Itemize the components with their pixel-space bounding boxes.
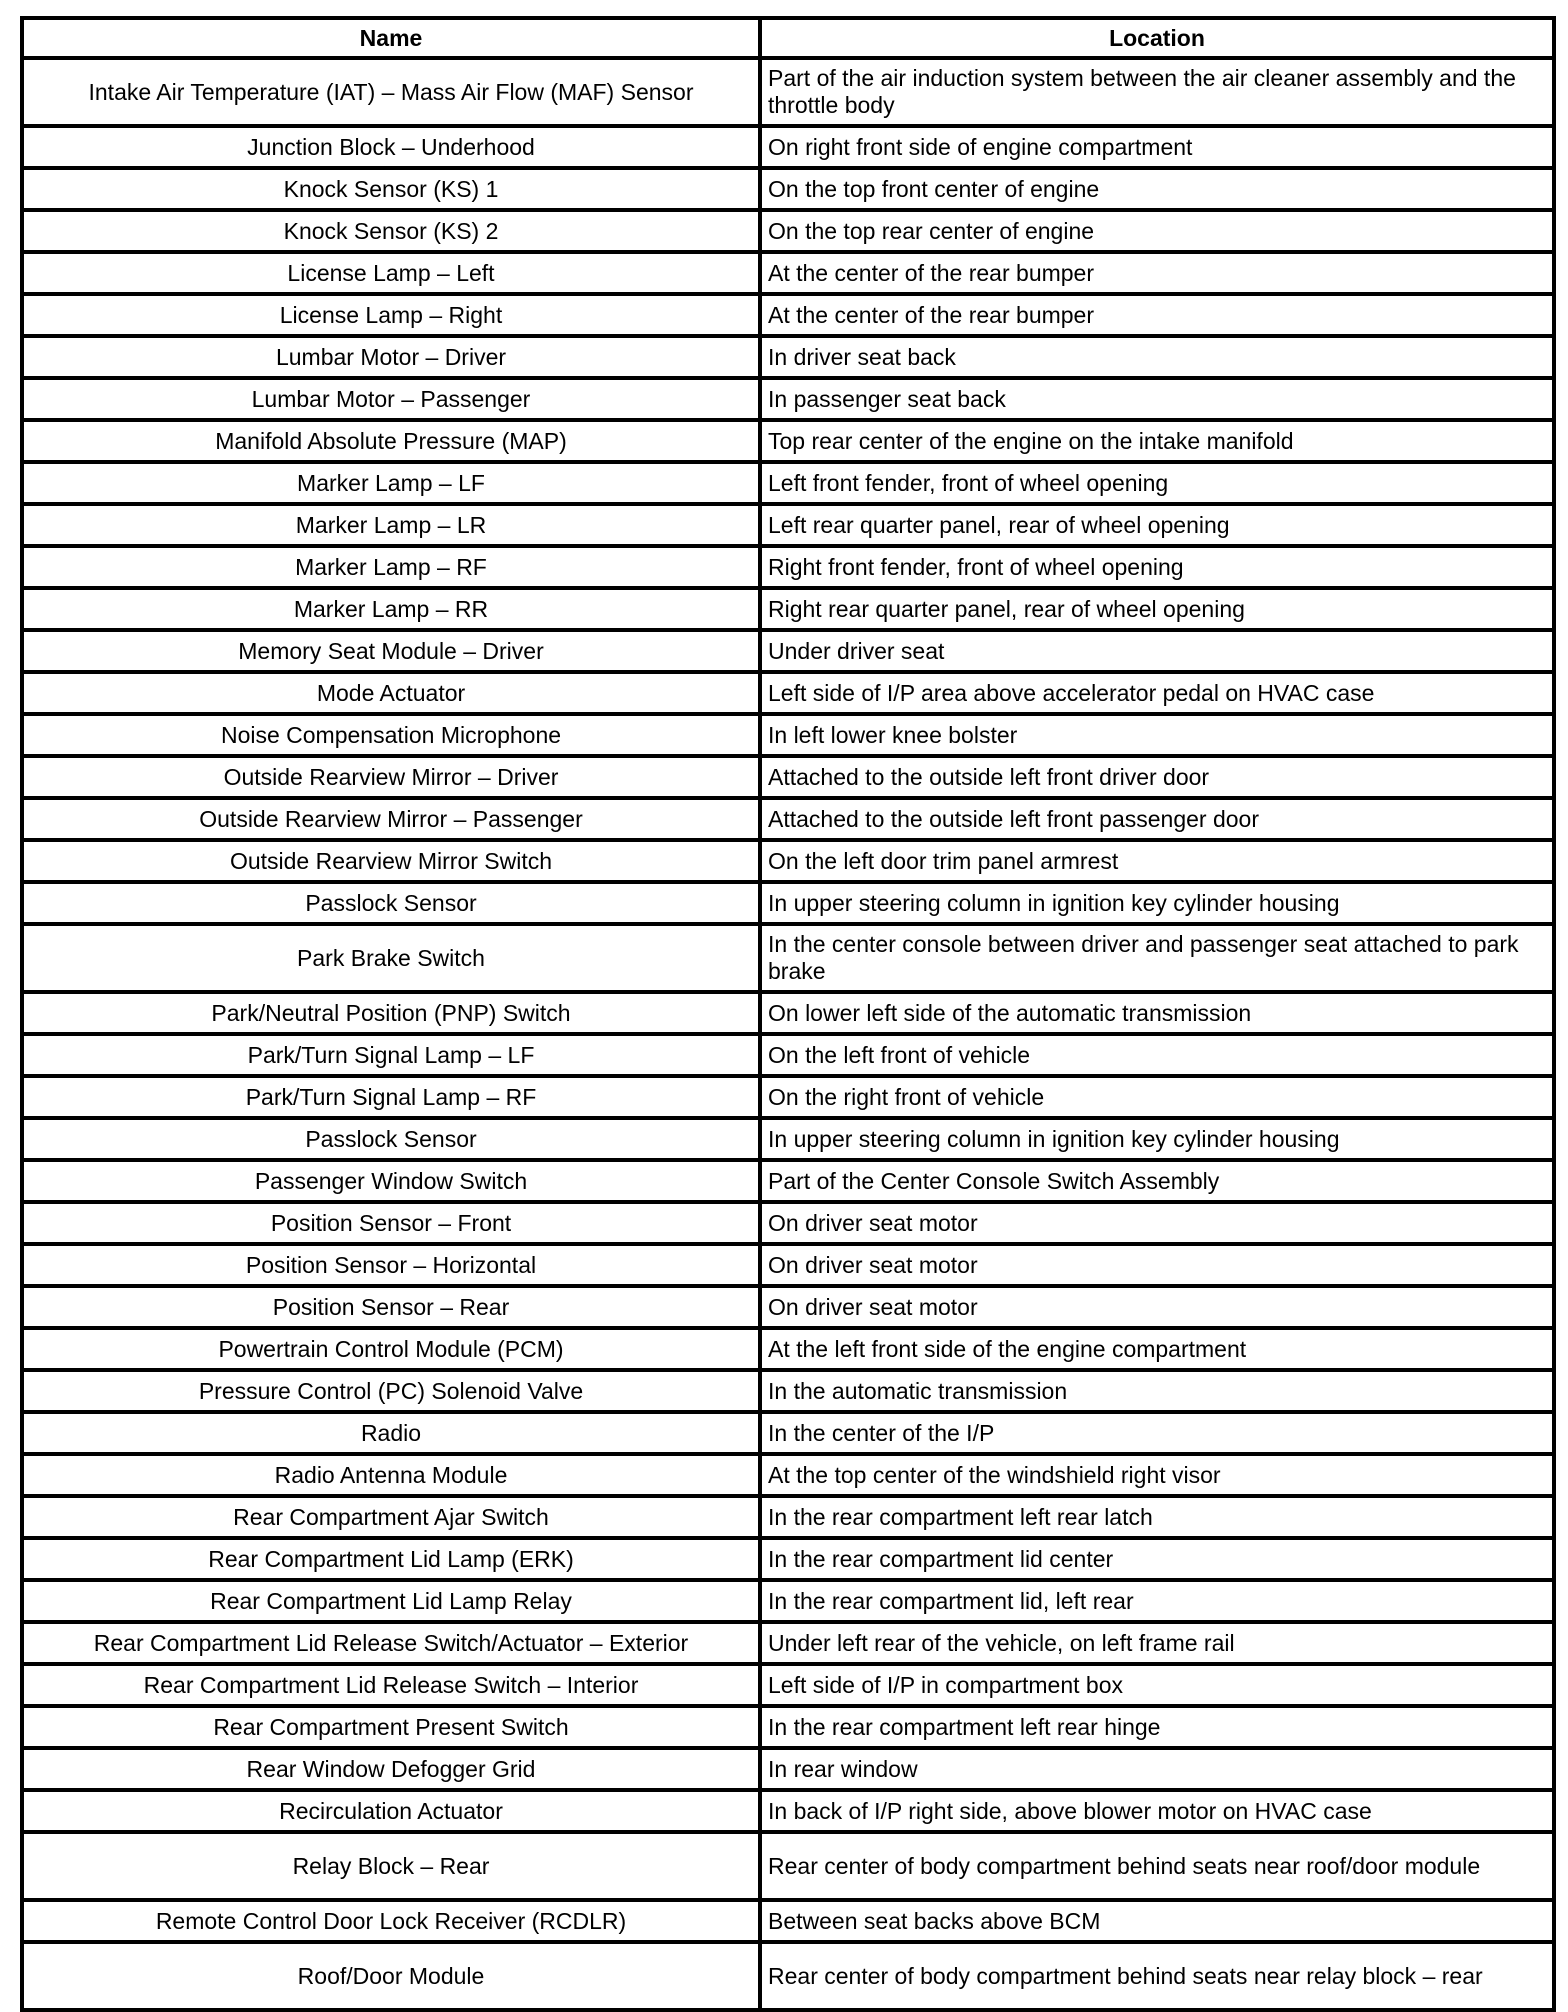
table-row: [22, 882, 1554, 924]
component-location-cell: Part of the Center Console Switch Assembly: [760, 1160, 1554, 1202]
component-name-cell: Lumbar Motor – Driver: [22, 336, 760, 378]
table-row: [22, 462, 1554, 504]
component-location-cell: At the left front side of the engine compartment: [760, 1328, 1554, 1370]
component-name-cell: Lumbar Motor – Passenger: [22, 378, 760, 420]
component-location-cell: On lower left side of the automatic transmission: [760, 992, 1554, 1034]
table-row: [22, 1900, 1554, 1942]
component-location-cell: On the top rear center of engine: [760, 210, 1554, 252]
table-row: [22, 1454, 1554, 1496]
component-location-cell: Left side of I/P in compartment box: [760, 1664, 1554, 1706]
component-location-cell: On the left front of vehicle: [760, 1034, 1554, 1076]
component-name-cell: Recirculation Actuator: [22, 1790, 760, 1832]
component-location-cell: In the center console between driver and passenger seat attached to park brake: [760, 924, 1554, 992]
component-name-cell: Park Brake Switch: [22, 924, 760, 992]
component-name-cell: Knock Sensor (KS) 1: [22, 168, 760, 210]
component-location-cell: On the right front of vehicle: [760, 1076, 1554, 1118]
component-name-cell: Rear Compartment Lid Lamp Relay: [22, 1580, 760, 1622]
component-name-cell: Rear Window Defogger Grid: [22, 1748, 760, 1790]
component-name-cell: Pressure Control (PC) Solenoid Valve: [22, 1370, 760, 1412]
table-row: [22, 714, 1554, 756]
component-name-cell: Position Sensor – Front: [22, 1202, 760, 1244]
component-name-cell: Rear Compartment Present Switch: [22, 1706, 760, 1748]
component-location-cell: Between seat backs above BCM: [760, 1900, 1554, 1942]
name-column-header: Name: [22, 18, 760, 58]
component-location-cell: In left lower knee bolster: [760, 714, 1554, 756]
component-location-cell: Attached to the outside left front passenger door: [760, 798, 1554, 840]
table-body: [22, 58, 1554, 2010]
component-name-cell: Radio Antenna Module: [22, 1454, 760, 1496]
table-row: [22, 336, 1554, 378]
component-location-cell: At the center of the rear bumper: [760, 252, 1554, 294]
component-name-cell: License Lamp – Right: [22, 294, 760, 336]
component-location-cell: On the left door trim panel armrest: [760, 840, 1554, 882]
component-name-cell: Memory Seat Module – Driver: [22, 630, 760, 672]
component-location-cell: Top rear center of the engine on the intake manifold: [760, 420, 1554, 462]
component-location-cell: At the center of the rear bumper: [760, 294, 1554, 336]
component-location-table: [20, 16, 1556, 2012]
component-name-cell: Powertrain Control Module (PCM): [22, 1328, 760, 1370]
table-row: [22, 1076, 1554, 1118]
component-location-cell: Under driver seat: [760, 630, 1554, 672]
component-location-cell: Attached to the outside left front driver door: [760, 756, 1554, 798]
table-row: [22, 798, 1554, 840]
table-row: [22, 1538, 1554, 1580]
component-location-cell: In passenger seat back: [760, 378, 1554, 420]
component-location-cell: In the rear compartment lid, left rear: [760, 1580, 1554, 1622]
table-row: [22, 1286, 1554, 1328]
component-name-cell: Remote Control Door Lock Receiver (RCDLR): [22, 1900, 760, 1942]
component-name-cell: Passlock Sensor: [22, 1118, 760, 1160]
component-name-cell: Outside Rearview Mirror – Passenger: [22, 798, 760, 840]
component-name-cell: License Lamp – Left: [22, 252, 760, 294]
component-location-cell: Left front fender, front of wheel opening: [760, 462, 1554, 504]
component-location-cell: In upper steering column in ignition key cylinder housing: [760, 1118, 1554, 1160]
table-row: [22, 1748, 1554, 1790]
table-row: [22, 504, 1554, 546]
table-row: [22, 924, 1554, 992]
component-location-cell: At the top center of the windshield right visor: [760, 1454, 1554, 1496]
table-row: [22, 378, 1554, 420]
component-location-cell: In the center of the I/P: [760, 1412, 1554, 1454]
component-location-cell: On driver seat motor: [760, 1286, 1554, 1328]
table-row: [22, 168, 1554, 210]
location-column-header: Location: [760, 18, 1554, 58]
table-row: [22, 1118, 1554, 1160]
table-row: [22, 1160, 1554, 1202]
table-row: [22, 1832, 1554, 1900]
component-location-cell: On the top front center of engine: [760, 168, 1554, 210]
table-row: [22, 546, 1554, 588]
component-location-cell: In the rear compartment lid center: [760, 1538, 1554, 1580]
component-name-cell: Rear Compartment Lid Release Switch/Actuator – Exterior: [22, 1622, 760, 1664]
table-row: [22, 210, 1554, 252]
component-name-cell: Noise Compensation Microphone: [22, 714, 760, 756]
component-location-cell: Rear center of body compartment behind seats near relay block – rear: [760, 1942, 1554, 2010]
component-name-cell: Marker Lamp – LF: [22, 462, 760, 504]
component-location-cell: In driver seat back: [760, 336, 1554, 378]
table-header-row: [22, 18, 1554, 58]
table-row: [22, 1202, 1554, 1244]
component-name-cell: Rear Compartment Ajar Switch: [22, 1496, 760, 1538]
component-location-cell: In the rear compartment left rear hinge: [760, 1706, 1554, 1748]
table-row: [22, 420, 1554, 462]
table-row: [22, 630, 1554, 672]
component-name-cell: Mode Actuator: [22, 672, 760, 714]
component-name-cell: Position Sensor – Rear: [22, 1286, 760, 1328]
table-row: [22, 1706, 1554, 1748]
component-name-cell: Knock Sensor (KS) 2: [22, 210, 760, 252]
table-row: [22, 1412, 1554, 1454]
table-row: [22, 1580, 1554, 1622]
component-location-cell: Left rear quarter panel, rear of wheel opening: [760, 504, 1554, 546]
component-location-cell: In upper steering column in ignition key cylinder housing: [760, 882, 1554, 924]
component-name-cell: Marker Lamp – LR: [22, 504, 760, 546]
component-name-cell: Passenger Window Switch: [22, 1160, 760, 1202]
component-location-cell: In the automatic transmission: [760, 1370, 1554, 1412]
table-row: [22, 1244, 1554, 1286]
component-location-cell: On right front side of engine compartment: [760, 126, 1554, 168]
component-name-cell: Rear Compartment Lid Lamp (ERK): [22, 1538, 760, 1580]
table-row: [22, 672, 1554, 714]
table-row: [22, 1790, 1554, 1832]
table-row: [22, 1496, 1554, 1538]
component-location-cell: On driver seat motor: [760, 1202, 1554, 1244]
component-name-cell: Intake Air Temperature (IAT) – Mass Air Flow (MAF) Sensor: [22, 58, 760, 126]
component-name-cell: Roof/Door Module: [22, 1942, 760, 2010]
component-location-cell: In the rear compartment left rear latch: [760, 1496, 1554, 1538]
component-location-cell: Part of the air induction system between the air cleaner assembly and the throttle body: [760, 58, 1554, 126]
component-location-cell: In rear window: [760, 1748, 1554, 1790]
table-row: [22, 1622, 1554, 1664]
component-location-cell: On driver seat motor: [760, 1244, 1554, 1286]
table-row: [22, 294, 1554, 336]
component-location-cell: Right front fender, front of wheel opening: [760, 546, 1554, 588]
component-location-cell: In back of I/P right side, above blower motor on HVAC case: [760, 1790, 1554, 1832]
table-row: [22, 1664, 1554, 1706]
component-name-cell: Rear Compartment Lid Release Switch – Interior: [22, 1664, 760, 1706]
table-row: [22, 126, 1554, 168]
table-row: [22, 252, 1554, 294]
component-location-cell: Under left rear of the vehicle, on left frame rail: [760, 1622, 1554, 1664]
component-name-cell: Radio: [22, 1412, 760, 1454]
component-location-cell: Left side of I/P area above accelerator pedal on HVAC case: [760, 672, 1554, 714]
table-row: [22, 840, 1554, 882]
component-name-cell: Position Sensor – Horizontal: [22, 1244, 760, 1286]
table-row: [22, 58, 1554, 126]
table-row: [22, 588, 1554, 630]
component-location-cell: Rear center of body compartment behind seats near roof/door module: [760, 1832, 1554, 1900]
component-name-cell: Park/Turn Signal Lamp – RF: [22, 1076, 760, 1118]
component-name-cell: Relay Block – Rear: [22, 1832, 760, 1900]
component-name-cell: Outside Rearview Mirror – Driver: [22, 756, 760, 798]
component-name-cell: Marker Lamp – RF: [22, 546, 760, 588]
table-row: [22, 1034, 1554, 1076]
component-name-cell: Outside Rearview Mirror Switch: [22, 840, 760, 882]
component-name-cell: Junction Block – Underhood: [22, 126, 760, 168]
table-row: [22, 756, 1554, 798]
component-name-cell: Passlock Sensor: [22, 882, 760, 924]
table-row: [22, 992, 1554, 1034]
table-row: [22, 1942, 1554, 2010]
table-row: [22, 1370, 1554, 1412]
component-location-cell: Right rear quarter panel, rear of wheel opening: [760, 588, 1554, 630]
component-name-cell: Marker Lamp – RR: [22, 588, 760, 630]
component-name-cell: Park/Neutral Position (PNP) Switch: [22, 992, 760, 1034]
component-name-cell: Park/Turn Signal Lamp – LF: [22, 1034, 760, 1076]
component-name-cell: Manifold Absolute Pressure (MAP): [22, 420, 760, 462]
table-row: [22, 1328, 1554, 1370]
